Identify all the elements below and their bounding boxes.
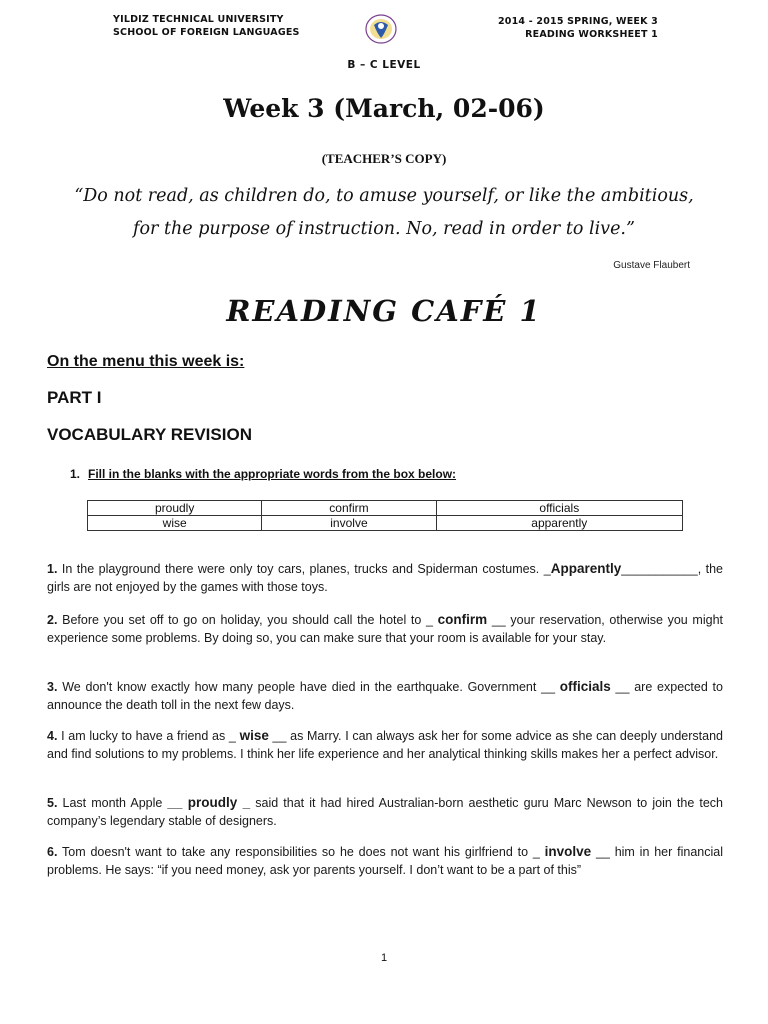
question-text: Tom doesn't want to take any responsibilities so he does not want his girlfriend to _: [57, 845, 545, 859]
university-logo-icon: [364, 13, 398, 45]
quote-line-2: for the purpose of instruction. No, read in order to live.”: [133, 219, 635, 239]
question-text: __ your reservation, otherwise you might experience some problems. By doing so, you can make sure that your room is available for your stay.: [47, 613, 723, 645]
worksheet-label: READING WORKSHEET 1: [525, 29, 658, 40]
question-number: 4.: [47, 729, 58, 743]
question-4: [47, 727, 723, 763]
part-heading: PART I: [47, 388, 102, 407]
question-text: said that it had hired Australian-born aesthetic guru Marc Newson to join the tech company’s legendary stable of designers.: [47, 796, 723, 828]
word-cell: involve: [262, 516, 436, 531]
question-text: ___________, the girls are not enjoyed by the games with those toys.: [47, 562, 724, 594]
instruction-text: Fill in the blanks with the appropriate words from the box below:: [88, 467, 457, 481]
question-5: [47, 794, 723, 830]
question-3: [47, 678, 723, 714]
question-number: 6.: [47, 845, 58, 859]
word-box: [87, 500, 683, 531]
section-heading: VOCABULARY REVISION: [47, 425, 252, 444]
word-cell: proudly: [88, 501, 262, 516]
question-1: [47, 560, 723, 596]
answer: officials: [559, 679, 611, 694]
header-left: [113, 13, 300, 39]
quote: [30, 180, 738, 246]
reading-cafe-title: READING CAFÉ 1: [226, 294, 542, 328]
menu-heading: On the menu this week is:: [47, 353, 245, 370]
question-text: In the playground there were only toy cars, planes, trucks and Spiderman costumes. _: [57, 562, 551, 576]
question-text: Last month Apple: [57, 796, 168, 810]
question-text: __ him in her financial problems. He says: “if you need money, ask yor parents yourself. I don’t want to be a part of this”: [47, 845, 723, 877]
question-text: __ as Marry. I can always ask her for some advice as she can deeply understand and find solutions to my problems. I think her life experience and her analytical thinking skills makes her a perfect advisor.: [47, 729, 723, 761]
answer: Apparently: [550, 561, 622, 576]
header-right: [498, 15, 658, 41]
answer: __ proudly _: [167, 795, 251, 810]
question-2: [47, 611, 723, 647]
question-text: I am lucky to have a friend as _: [57, 729, 240, 743]
week-title: Week 3 (March, 02-06): [223, 94, 545, 123]
answer: confirm: [437, 612, 488, 627]
quote-author: Gustave Flaubert: [613, 260, 690, 271]
instruction-number: 1.: [70, 467, 81, 481]
word-box-row: [88, 501, 683, 516]
question-text: __ are expected to announce the death toll in the next few days.: [47, 680, 723, 712]
question-number: 5.: [47, 796, 58, 810]
instruction: [70, 467, 456, 481]
school-name: SCHOOL OF FOREIGN LANGUAGES: [113, 27, 300, 38]
question-number: 1.: [47, 562, 58, 576]
quote-line-1: “Do not read, as children do, to amuse yourself, or like the ambitious,: [74, 186, 694, 206]
answer: wise: [239, 728, 269, 743]
word-box-row: [88, 516, 683, 531]
word-cell: apparently: [436, 516, 682, 531]
word-cell: confirm: [262, 501, 436, 516]
question-number: 3.: [47, 680, 58, 694]
word-cell: wise: [88, 516, 262, 531]
university-name: YILDIZ TECHNICAL UNIVERSITY: [113, 14, 284, 25]
question-text: Before you set off to go on holiday, you should call the hotel to _: [57, 613, 438, 627]
question-text: We don't know exactly how many people have died in the earthquake. Government __: [57, 680, 560, 694]
question-6: [47, 843, 723, 879]
word-cell: officials: [436, 501, 682, 516]
question-number: 2.: [47, 613, 58, 627]
term-label: 2014 - 2015 SPRING, WEEK 3: [497, 16, 658, 27]
page-number: 1: [380, 952, 388, 964]
level-label: B – C LEVEL: [347, 59, 421, 71]
answer: involve: [544, 844, 592, 859]
teachers-copy-label: (TEACHER’S COPY): [321, 151, 447, 166]
